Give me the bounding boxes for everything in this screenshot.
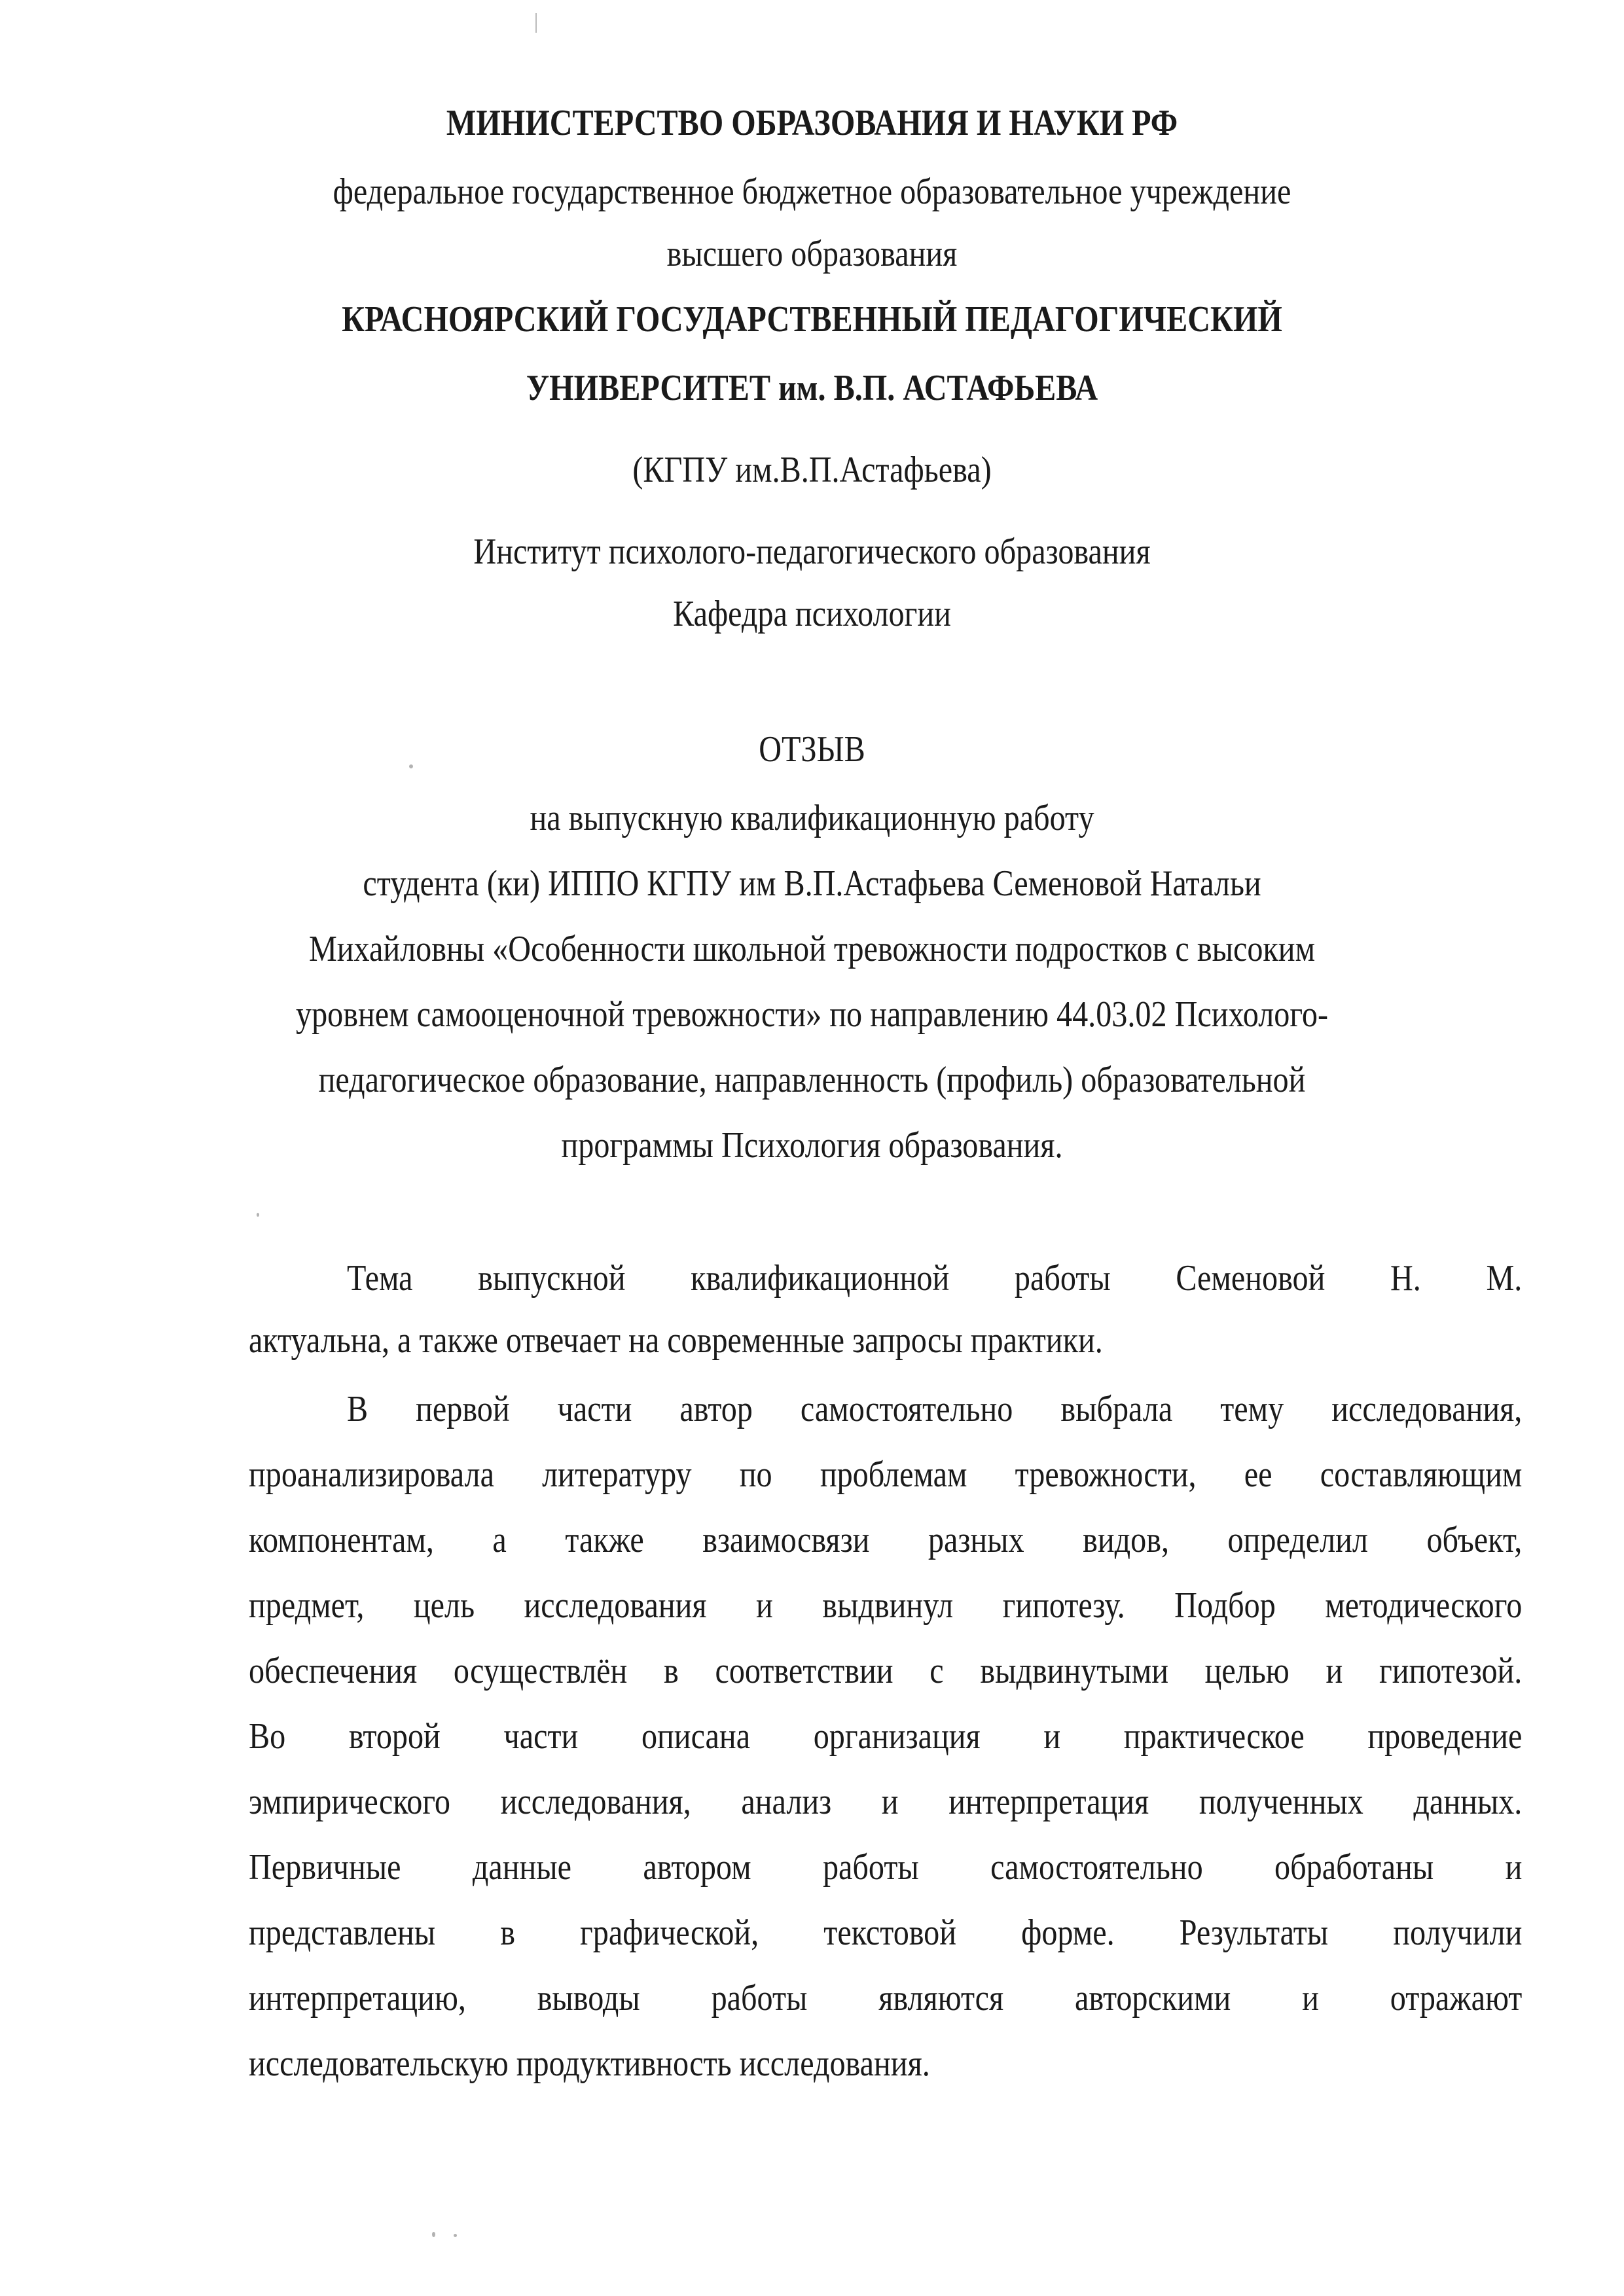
paragraph-line [249, 1718, 1522, 1755]
subject-line: педагогическое образование, направленность (профиль) образовательной [318, 1060, 1306, 1100]
university-name-line1: КРАСНОЯРСКИЙ ГОСУДАРСТВЕННЫЙ ПЕДАГОГИЧЕСКИЙ [342, 299, 1282, 340]
subject-line: программы Психология образования. [561, 1125, 1063, 1166]
institute-name: Институт психолого-педагогического образования [473, 531, 1151, 572]
paragraph-line [249, 2045, 1522, 2082]
paragraph-text: Тема выпускной квалификационной работы Семеновой Н. М. [347, 1258, 1523, 1299]
scan-artifact [454, 2234, 457, 2237]
subject-line: на выпускную квалификационную работу [530, 798, 1094, 838]
paragraph-text: предмет, цель исследования и выдвинул гипотезу. Подбор методического [249, 1585, 1523, 1626]
university-abbreviation: (КГПУ им.В.П.Астафьева) [632, 450, 992, 490]
paragraph-line [249, 1914, 1522, 1951]
paragraph-text: представлены в графической, текстовой форме. Результаты получили [249, 1912, 1523, 1953]
paragraph-line [249, 1456, 1522, 1493]
paragraph-text: В первой части автор самостоятельно выбрала тему исследования, [347, 1389, 1523, 1429]
paragraph-line [249, 1522, 1522, 1558]
scan-artifact [432, 2232, 435, 2237]
paragraph-text: проанализировала литературу по проблемам тревожности, ее составляющим [249, 1454, 1523, 1495]
subject-line: Михайловны «Особенности школьной тревожности подростков с высоким [308, 929, 1316, 969]
paragraph-text: исследовательскую продуктивность исследования. [249, 2043, 930, 2084]
paragraph-text: компонентам, а также взаимосвязи разных видов, определил объект, [249, 1520, 1523, 1560]
paragraph-line [249, 1980, 1522, 2017]
paragraph-line [347, 1260, 1522, 1297]
subject-line: студента (ки) ИППО КГПУ им В.П.Астафьева Семеновой Натальи [363, 863, 1261, 904]
department-name: Кафедра психологии [673, 594, 951, 634]
paragraph-line [249, 1322, 1522, 1359]
ministry-heading: МИНИСТЕРСТВО ОБРАЗОВАНИЯ И НАУКИ РФ [446, 103, 1178, 143]
institution-type-line1: федеральное государственное бюджетное образовательное учреждение [333, 171, 1291, 212]
paragraph-text: актуальна, а также отвечает на современные запросы практики. [249, 1320, 1103, 1361]
university-name-line2: УНИВЕРСИТЕТ им. В.П. АСТАФЬЕВА [526, 368, 1098, 408]
scan-artifact [535, 13, 537, 33]
institution-type-line2: высшего образования [666, 234, 958, 274]
paragraph-line [249, 1849, 1522, 1886]
scan-artifact [257, 1213, 259, 1217]
subject-line: уровнем самооценочной тревожности» по направлению 44.03.02 Психолого- [295, 994, 1328, 1035]
paragraph-line [249, 1587, 1522, 1624]
paragraph-line [249, 1653, 1522, 1689]
paragraph-text: Первичные данные автором работы самостоятельно обработаны и [249, 1847, 1523, 1888]
paragraph-text: Во второй части описана организация и практическое проведение [249, 1716, 1523, 1757]
paragraph-text: интерпретацию, выводы работы являются авторскими и отражают [249, 1978, 1523, 2018]
paragraph-line [347, 1391, 1522, 1427]
paragraph-text: обеспечения осуществлён в соответствии с выдвинутыми целью и гипотезой. [249, 1651, 1523, 1691]
paragraph-line [249, 1784, 1522, 1820]
document-title: ОТЗЫВ [759, 729, 865, 770]
paragraph-text: эмпирического исследования, анализ и интерпретация полученных данных. [249, 1782, 1523, 1822]
